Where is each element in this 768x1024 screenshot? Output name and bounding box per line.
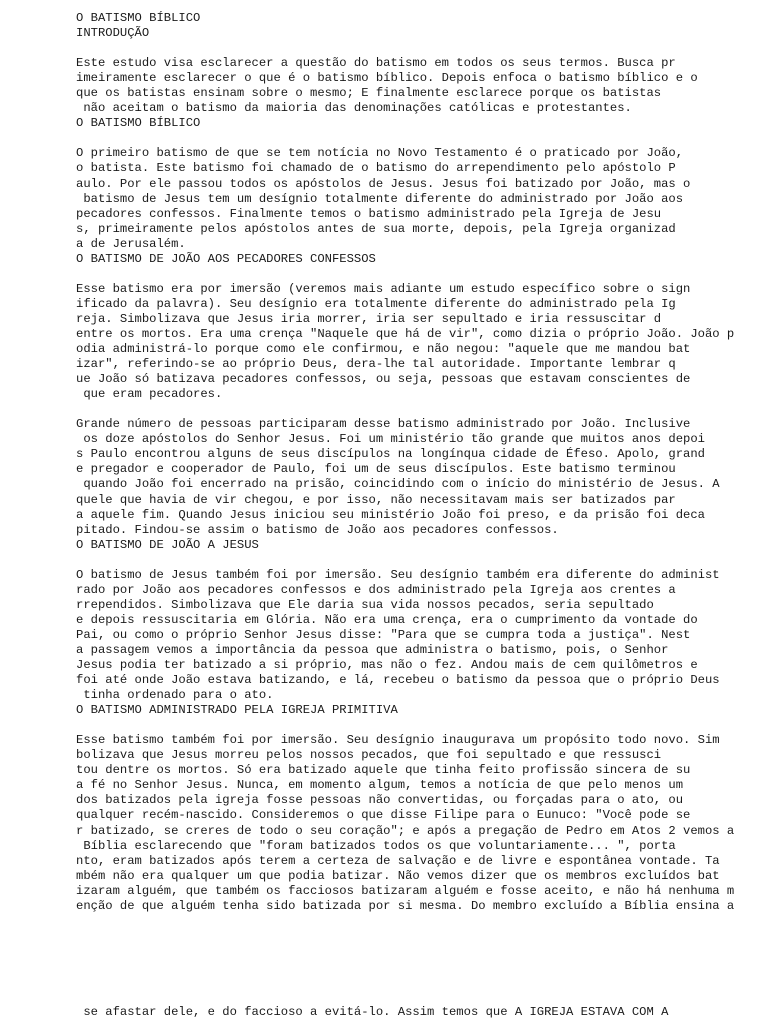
text-line: foi até onde João estava batizando, e lá, recebeu o batismo da pessoa que o próprio Deus: [76, 673, 720, 688]
text-line: bolizava que Jesus morreu pelos nossos pecados, que foi sepultado e que ressusci: [76, 748, 662, 763]
text-line: aulo. Por ele passou todos os apóstolos de Jesus. Jesus foi batizado por João, mas o: [76, 176, 691, 191]
text-line: izaram alguém, que também os facciosos batizaram alguém e fosse aceito, e não há nenhuma m: [76, 883, 735, 898]
text-line: O BATISMO DE JOÃO AOS PECADORES CONFESSOS: [76, 251, 376, 266]
text-line: rado por João aos pecadores confessos e dos administrado pela Igreja aos crentes a: [76, 582, 676, 597]
text-line: ue João só batizava pecadores confessos, ou seja, pessoas que estavam conscientes de: [76, 372, 691, 387]
blank-line: [76, 267, 734, 282]
text-line: e depois ressuscitaria em Glória. Não era uma crença, era o cumprimento da vontade do: [76, 612, 698, 627]
text-line: o batista. Este batismo foi chamado de o batismo do arrependimento pelo apóstolo P: [76, 161, 676, 176]
text-line: imeiramente esclarecer o que é o batismo bíblico. Depois enfoca o batismo bíblico e o: [76, 71, 698, 86]
text-line: izar", referindo-se ao próprio Deus, dera-lhe tal autoridade. Importante lembrar q: [76, 357, 676, 372]
blank-line: [76, 131, 734, 146]
text-line: pecadores confessos. Finalmente temos o batismo administrado pela Igreja de Jesu: [76, 206, 662, 221]
text-line: os doze apóstolos do Senhor Jesus. Foi um ministério tão grande que muitos anos depoi: [76, 432, 705, 447]
text-line: r batizado, se creres de todo o seu coração"; e após a pregação de Pedro em Atos 2 vemos a: [76, 823, 735, 838]
text-line: O batismo de Jesus também foi por imersão. Seu desígnio também era diferente do administ: [76, 567, 720, 582]
text-line: nto, eram batizados após terem a certeza de salvação e de livre e espontânea vontade. Ta: [76, 853, 720, 868]
page-footer-line: se afastar dele, e do faccioso a evitá-lo. Assim temos que A IGREJA ESTAVA COM A: [76, 1005, 669, 1019]
text-line: reja. Simbolizava que Jesus iria morrer, iria ser sepultado e iria ressuscitar d: [76, 311, 662, 326]
text-line: dos batizados pela igreja fosse pessoas não convertidas, ou forçadas para o ato, ou: [76, 793, 684, 808]
text-line: O BATISMO BÍBLICO: [76, 11, 201, 25]
text-line: O BATISMO BÍBLICO: [76, 116, 201, 131]
text-line: Esse batismo era por imersão (veremos mais adiante um estudo específico sobre o sign: [76, 281, 691, 296]
text-line: ificado da palavra). Seu desígnio era totalmente diferente do administrado pela Ig: [76, 296, 676, 311]
document-text: [76, 11, 734, 914]
text-line: O primeiro batismo de que se tem notícia no Novo Testamento é o praticado por João,: [76, 146, 684, 161]
text-line: O BATISMO DE JOÃO A JESUS: [76, 537, 259, 552]
text-line: não aceitam o batismo da maioria das denominações católicas e protestantes.: [76, 101, 632, 116]
text-line: enção de que alguém tenha sido batizada por si mesma. Do membro excluído a Bíblia ensina a: [76, 898, 735, 913]
text-line: quele que havia de vir chegou, e por isso, não necessitavam mais ser batizados par: [76, 492, 676, 507]
text-line: odia administrá-lo porque como ele confirmou, e não negou: "aquele que me mandou bat: [76, 342, 691, 357]
text-line: a de Jerusalém.: [76, 236, 186, 251]
blank-line: [76, 718, 734, 733]
text-line: tou dentre os mortos. Só era batizado aquele que tinha feito profissão sincera de su: [76, 763, 691, 778]
text-line: INTRODUÇÃO: [76, 26, 150, 41]
text-line: tinha ordenado para o ato.: [76, 688, 274, 703]
text-line: que eram pecadores.: [76, 387, 223, 402]
text-line: quando João foi encerrado na prisão, coincidindo com o início do ministério de Jesus. A: [76, 477, 720, 492]
text-line: Grande número de pessoas participaram desse batismo administrado por João. Inclusive: [76, 417, 691, 432]
text-line: mbém não era qualquer um que podia batizar. Não vemos dizer que os membros excluídos bat: [76, 868, 720, 883]
text-line: batismo de Jesus tem um desígnio totalmente diferente do administrado por João aos: [76, 191, 684, 206]
text-line: Esse batismo também foi por imersão. Seu desígnio inaugurava um propósito todo novo. Sim: [76, 733, 720, 748]
text-line: e pregador e cooperador de Paulo, foi um de seus discípulos. Este batismo terminou: [76, 462, 676, 477]
text-line: a aquele fim. Quando Jesus iniciou seu ministério João foi preso, e da prisão foi deca: [76, 507, 705, 522]
blank-line: [76, 41, 734, 56]
text-line: Bíblia esclarecendo que "foram batizados todos os que voluntariamente... ", porta: [76, 838, 676, 853]
text-line: qualquer recém-nascido. Consideremos o que disse Filipe para o Eunuco: "Você pode se: [76, 808, 691, 823]
text-line: a fé no Senhor Jesus. Nunca, em momento algum, temos a notícia de que pelo menos um: [76, 778, 684, 793]
blank-line: [76, 553, 734, 568]
text-line: que os batistas ensinam sobre o mesmo; E finalmente esclarece porque os batistas: [76, 86, 662, 101]
text-line: rrependidos. Simbolizava que Ele daria sua vida nossos pecados, seria sepultado: [76, 597, 654, 612]
text-line: entre os mortos. Era uma crença "Naquele que há de vir", como dizia o próprio João. João p: [76, 326, 735, 341]
text-line: s Paulo encontrou alguns de seus discípulos na longínqua cidade de Éfeso. Apolo, grand: [76, 447, 705, 462]
text-line: O BATISMO ADMINISTRADO PELA IGREJA PRIMITIVA: [76, 703, 398, 718]
text-line: Este estudo visa esclarecer a questão do batismo em todos os seus termos. Busca pr: [76, 56, 676, 71]
text-line: a passagem vemos a importância da pessoa que administra o batismo, pois, o Senhor: [76, 642, 669, 657]
text-line: Pai, ou como o próprio Senhor Jesus disse: "Para que se cumpra toda a justiça". Nest: [76, 627, 691, 642]
blank-line: [76, 402, 734, 417]
text-line: s, primeiramente pelos apóstolos antes de sua morte, depois, pela Igreja organizad: [76, 221, 676, 236]
text-line: Jesus podia ter batizado a si próprio, mas não o fez. Andou mais de cem quilômetros e: [76, 658, 698, 673]
text-line: pitado. Findou-se assim o batismo de João aos pecadores confessos.: [76, 522, 559, 537]
